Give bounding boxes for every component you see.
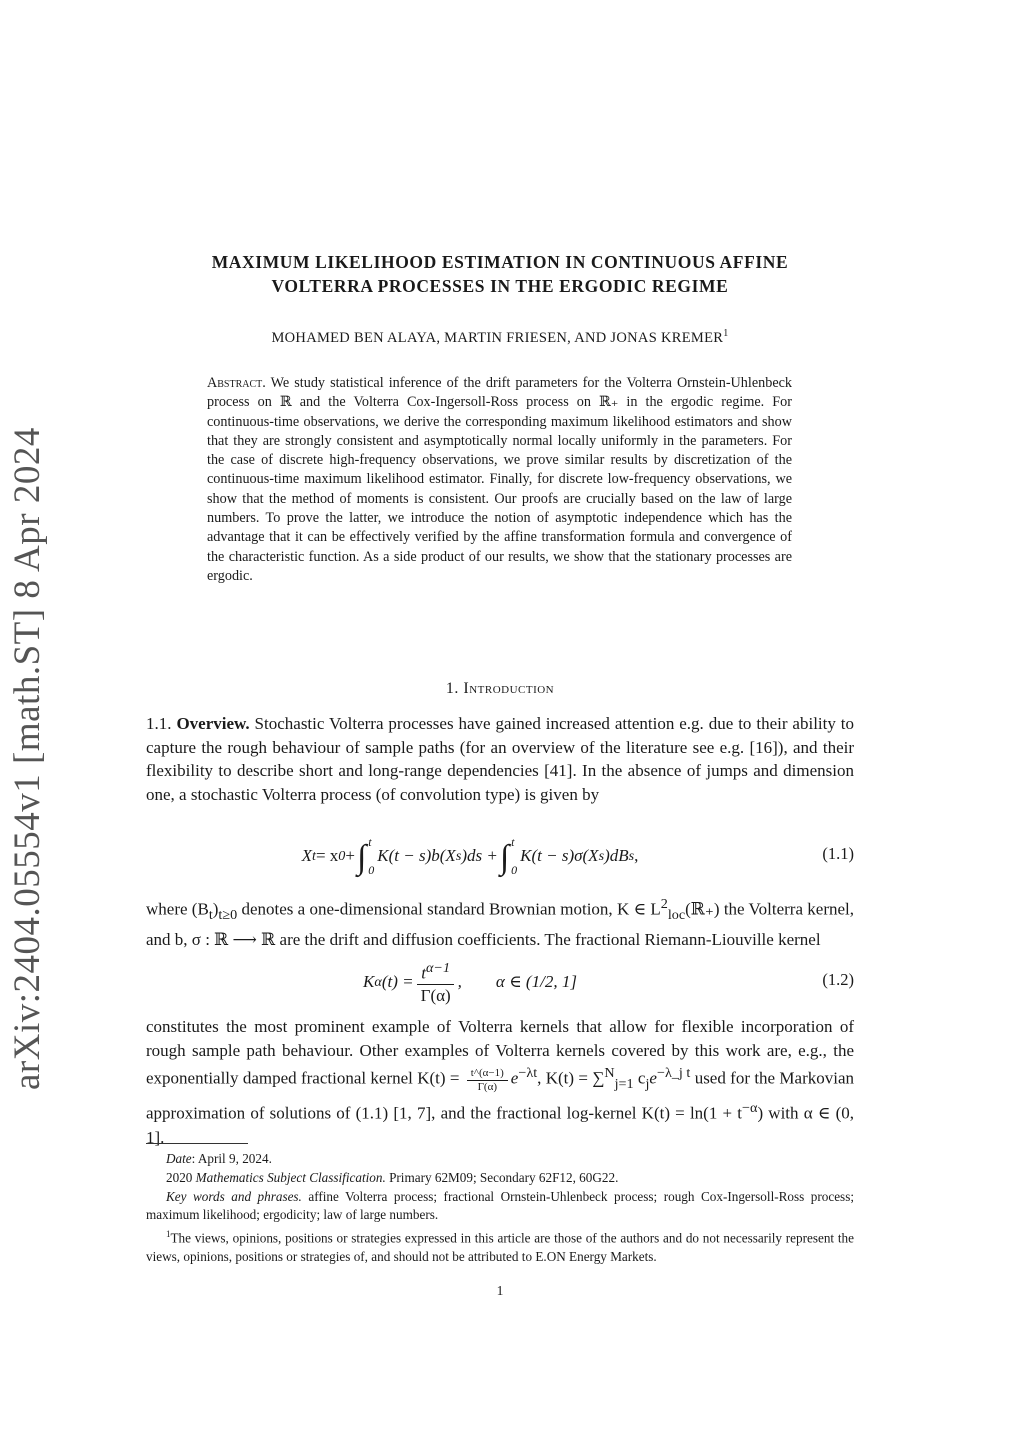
p3-sum-sup: N — [604, 1065, 615, 1082]
abstract-text: We study statistical inference of the drift parameters for the Volterra Ornstein-Uhlenbeck process on ℝ and the Volterra Cox-Ingersoll-Ross process on ℝ₊ in the ergodic regime. For continuous-time observations, we derive the corresponding maximum likelihood estimators and show that they are strongly consistent and asymptotically normal locally uniformly in the parameters. For the case of discrete high-frequency observations, we prove similar results by discretization of the continuous-time maximum likelihood estimator. Finally, for discrete low-frequency observations, we show that the method of moments is consistent. Our proofs are crucially based on the law of large numbers. To prove the latter, we introduce the notion of asymptotic independence which has the advantage that it can be effectively verified by the affine transformation formula and convergence of the characteristic function. As a side product of our results, we show that the stationary processes are ergodic. — [207, 375, 793, 584]
equation-number-1-2: (1.2) — [822, 970, 854, 989]
brownian-paragraph — [146, 893, 854, 951]
p2-cond-sub: t≥0 — [218, 907, 238, 924]
eq2-lhs-rest: (t) = — [381, 972, 414, 991]
eq1-diffusion-end: )dB — [604, 846, 629, 865]
author-footnote-mark: 1 — [723, 328, 729, 339]
msc-year: 2020 — [166, 1169, 196, 1185]
eq1-dB-sub: s — [628, 847, 635, 864]
eq2-numerator — [417, 957, 454, 986]
eq2-domain: , α ∈ (1/2, 1] — [457, 972, 577, 991]
eq1-x-sub: 0 — [338, 847, 346, 864]
eq2-denominator: Γ(α) — [420, 986, 451, 1006]
overview-text: Stochastic Volterra processes have gained increased attention e.g. due to their ability to capture the rough behaviour of sample paths (for an overview of the literature see e.g. [16]), and their flexibility to describe short and long-range dependencies [41]. In the absence of jumps and dimension one, a stochastic Volterra process (of convolution type) is given by — [146, 714, 855, 805]
date-value: : April 9, 2024. — [191, 1151, 272, 1166]
p3-frac-num: t^(α−1) — [467, 1067, 508, 1081]
equation-1-1 — [146, 826, 854, 886]
abstract-label: Abstract. — [207, 375, 266, 391]
eq1-diffusion-term: K(t − s)σ(X — [520, 846, 599, 865]
integral-upper-1: t — [368, 835, 372, 849]
eq2-num-base: t — [421, 963, 426, 983]
p3-cj: c — [633, 1069, 646, 1089]
p2-part1-close: ) — [212, 899, 219, 919]
footnote-1 — [146, 1225, 854, 1267]
section-heading-introduction — [140, 680, 860, 698]
integral-lower-2: 0 — [511, 863, 518, 877]
p3-sum-sub: j=1 — [614, 1076, 634, 1093]
page-number: 1 — [496, 1283, 504, 1298]
p3-log-sup: −α — [742, 1100, 758, 1117]
title-line-1: MAXIMUM LIKELIHOOD ESTIMATION IN CONTINUOUS AFFINE — [211, 252, 789, 272]
equation-1-2 — [146, 952, 854, 1012]
footnote-1-mark: 1 — [166, 1229, 171, 1240]
author-list — [140, 328, 860, 347]
subsection-number: 1.1. — [146, 714, 172, 733]
p3-inline-fraction — [467, 1067, 508, 1094]
p3-exp-sup: −λt — [518, 1065, 538, 1082]
integral-sign-1: ∫ — [356, 839, 367, 876]
p2-part3: (ℝ₊) the Volterra kernel, and b, σ : ℝ ⟶ ℝ are the drift and diffusion coefficients. The fractional Riemann-Liouville kernel — [146, 899, 854, 949]
section-title: Introduction — [463, 680, 555, 697]
abstract — [207, 374, 792, 586]
kernel-examples-paragraph — [146, 1015, 854, 1149]
paper-title — [140, 250, 860, 298]
p3-part6: used for the Markovian approximation of solutions of (1.1) [1, 7], and the fractional log-kernel K(t) = ln(1 + t — [146, 1069, 855, 1123]
p3-exp2: e — [649, 1069, 657, 1089]
footnote-rule — [146, 1143, 248, 1144]
p2-L-sup: 2 — [660, 896, 668, 912]
eq1-plus: + — [345, 846, 355, 865]
eq1-comma: , — [634, 846, 639, 865]
keywords-label: Key words and phrases. — [166, 1188, 302, 1204]
eq2-lhs-sub: α — [374, 973, 382, 990]
integral-limits-1 — [368, 828, 374, 884]
p3-frac-den: Γ(α) — [477, 1080, 498, 1093]
footnote-1-text: The views, opinions, positions or strategies expressed in this article are those of the authors and do not necessarily represent the views, opinions, positions or strategies of, and should not be attributed to E.ON Energy Markets. — [146, 1230, 854, 1265]
footnote-msc — [146, 1169, 854, 1188]
integral-sign-2: ∫ — [499, 839, 510, 876]
equation-number-1-1: (1.1) — [822, 844, 854, 863]
integral-upper-2: t — [511, 835, 515, 849]
integral-lower-1: 0 — [368, 863, 375, 877]
overview-paragraph — [146, 712, 854, 807]
footnotes — [146, 1150, 854, 1267]
eq2-num-sup: α−1 — [425, 959, 451, 976]
p3-part1: constitutes the most prominent example of Volterra kernels that allow for flexible incorporation of rough sample path behaviour. Other examples of Volterra kernels covered by this work are, e.g., the exponentially damped fractional kernel K(t) = — [146, 1017, 854, 1089]
p3-part3: , K(t) = ∑ — [537, 1069, 605, 1089]
eq1-equals: = x — [315, 846, 339, 865]
p2-part2: denotes a one-dimensional standard Brownian motion, K ∈ L — [237, 899, 661, 919]
eq1-drift-term: K(t − s)b(X — [377, 846, 456, 865]
equation-1-2-body — [146, 952, 794, 1012]
equation-1-1-body — [146, 826, 794, 886]
integral-limits-2 — [511, 828, 517, 884]
date-label: Date — [166, 1151, 192, 1166]
msc-value: Primary 62M09; Secondary 62F12, 60G22. — [385, 1169, 619, 1185]
subsection-title: Overview. — [176, 714, 250, 733]
eq1-drift-sub: s — [455, 847, 462, 864]
title-line-2: VOLTERRA PROCESSES IN THE ERGODIC REGIME — [271, 276, 729, 296]
eq1-diffusion-sub: s — [598, 847, 605, 864]
p3-cj-sub: j — [645, 1076, 650, 1093]
footnote-date — [146, 1150, 854, 1169]
author-names: MOHAMED BEN ALAYA, MARTIN FRIESEN, AND JONAS KREMER — [271, 329, 724, 346]
p3-exp2-sup: −λ_j t — [656, 1065, 691, 1082]
eq1-lhs: X — [301, 846, 312, 865]
p3-part7: ) with α ∈ (0, 1]. — [146, 1103, 854, 1147]
arxiv-identifier-stamp: arXiv:2404.05554v1 [math.ST] 8 Apr 2024 — [7, 427, 48, 1090]
eq2-fraction — [417, 957, 455, 1008]
p2-L-sub: loc — [667, 907, 686, 924]
footnote-keywords — [146, 1188, 854, 1226]
eq2-lhs: K — [363, 972, 375, 991]
msc-label: Mathematics Subject Classification. — [195, 1169, 386, 1185]
eq1-drift-end: )ds + — [461, 846, 498, 865]
p2-part1: where (B — [146, 899, 209, 919]
section-number: 1. — [445, 680, 459, 697]
eq1-lhs-sub: t — [312, 847, 316, 864]
keywords-value: affine Volterra process; fractional Ornstein-Uhlenbeck process; rough Cox-Ingersoll-Ross process; maximum likelihood; ergodicity; law of large numbers. — [146, 1188, 854, 1223]
p3-exp: e — [510, 1069, 519, 1089]
p2-t-sub: t — [208, 907, 213, 924]
